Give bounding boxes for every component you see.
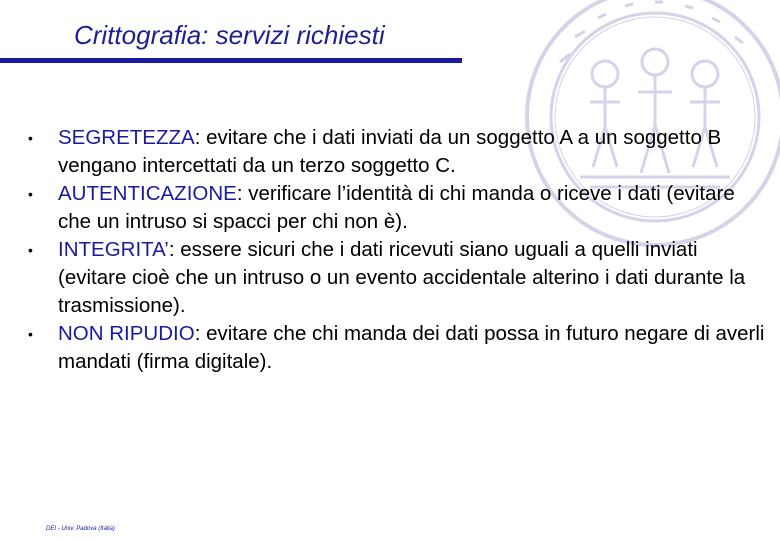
bullet-text: : evitare che chi manda dei dati possa in futuro negare di averli mandati (firma digitale). — [58, 322, 765, 373]
bullet-item-non-ripudio — [28, 320, 768, 376]
bullet-text: : verificare l’identità di chi manda o riceve i dati (evitare che un intruso si spacci per chi non è). — [58, 182, 735, 233]
bullet-text: : evitare che i dati inviati da un soggetto A a un soggetto B vengano intercettati da un terzo soggetto C. — [58, 126, 722, 177]
bullet-term: SEGRETEZZA — [58, 126, 195, 149]
bullet-dot-icon: • — [28, 326, 33, 342]
bullet-dot-icon: • — [28, 130, 33, 146]
title-underline — [0, 58, 462, 63]
bullet-term: NON RIPUDIO — [58, 322, 195, 345]
bullet-list — [28, 124, 768, 376]
slide-title: Crittografia: servizi richiesti — [74, 20, 385, 50]
bullet-dot-icon: • — [28, 242, 33, 258]
bullet-item-autenticazione — [28, 180, 768, 236]
bullet-term: INTEGRITA’ — [58, 238, 169, 261]
bullet-item-segretezza — [28, 124, 768, 180]
bullet-dot-icon: • — [28, 186, 33, 202]
bullet-term: AUTENTICAZIONE — [58, 182, 237, 205]
bullet-text: : essere sicuri che i dati ricevuti siano uguali a quelli inviati (evitare cioè che un intruso o un evento accidentale alterino i dati durante la trasmissione). — [58, 238, 746, 317]
footer-credit: DEI - Univ. Padova (Italia) — [46, 526, 115, 532]
bullet-item-integrita — [28, 236, 768, 320]
